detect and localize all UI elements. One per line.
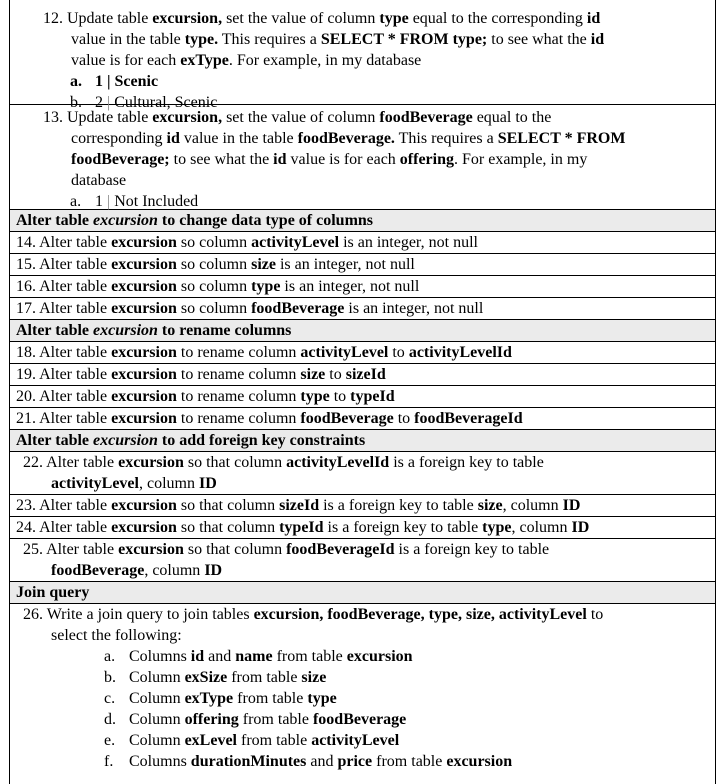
join-sub-item: c. Column exType from table type (104, 690, 337, 707)
rename-item-20: 20. Alter table excursion to rename column type to typeId (9, 386, 716, 408)
join-sub-item: e. Column exLevel from table activityLevel (104, 732, 400, 749)
item-12 (9, 0, 716, 111)
join-sub-item: d. Column offering from table foodBeverage (104, 711, 407, 728)
item-24: 24. Alter table excursion so that column typeId is a foreign key to table type, column ID (9, 517, 716, 539)
item-23: 23. Alter table excursion so that column sizeId is a foreign key to table size, column ID (9, 495, 716, 517)
item-12-text: 12. Update table excursion, set the value of column type equal to the corresponding id value in the table type. This requires a SELECT * FROM type; to see what the id value is for each exType. For example, in my database (43, 10, 605, 69)
alter-item-14: 14. Alter table excursion so column activityLevel is an integer, not null (9, 232, 716, 254)
item-12-example-a: a. 1 | Scenic (70, 73, 159, 90)
item-13-example-a: a. 1 | Not Included (70, 193, 199, 210)
rename-item-21: 21. Alter table excursion to rename column foodBeverage to foodBeverageId (9, 408, 716, 430)
join-sub-item: b. Column exSize from table size (104, 669, 327, 686)
item-25: 25. Alter table excursion so that column foodBeverageId is a foreign key to table foodBeverage, column ID (9, 539, 716, 582)
section-foreign-keys: Alter table excursion to add foreign key constraints (9, 430, 716, 452)
rename-item-19: 19. Alter table excursion to rename column size to sizeId (9, 364, 716, 386)
item-13-text: 13. Update table excursion, set the value of column foodBeverage equal to the corresponding id value in the table foodBeverage. This requires a SELECT * FROM foodBeverage; to see what the id value is for each offering. For example, in my database (43, 109, 626, 189)
section-alter-data-type: Alter table excursion to change data type of columns (9, 210, 716, 232)
alter-item-16: 16. Alter table excursion so column type is an integer, not null (9, 276, 716, 298)
alter-item-17: 17. Alter table excursion so column foodBeverage is an integer, not null (9, 298, 716, 320)
rename-item-18: 18. Alter table excursion to rename column activityLevel to activityLevelId (9, 342, 716, 364)
item-13 (9, 105, 716, 210)
alter-item-15: 15. Alter table excursion so column size is an integer, not null (9, 254, 716, 276)
join-sub-item: f. Columns durationMinutes and price from table excursion (104, 753, 513, 770)
item-26: 26. Write a join query to join tables excursion, foodBeverage, type, size, activityLevel to select the following: a. Columns id and name from table excursion b. Column exSize from table size c. Column exType from table type d. Column offering from table foodBeverage e. Column exLevel from table activityLevel f. Columns durationMinutes and price from table excursion (9, 604, 716, 784)
section-join-query: Join query (9, 582, 716, 604)
join-sub-item: a. Columns id and name from table excursion (104, 648, 413, 665)
assignment-document (9, 0, 716, 784)
section-rename-columns: Alter table excursion to rename columns (9, 320, 716, 342)
item-22: 22. Alter table excursion so that column activityLevelId is a foreign key to table activityLevel, column ID (9, 452, 716, 495)
item-12-example-b: b. 2 | Cultural, Scenic (70, 94, 218, 111)
